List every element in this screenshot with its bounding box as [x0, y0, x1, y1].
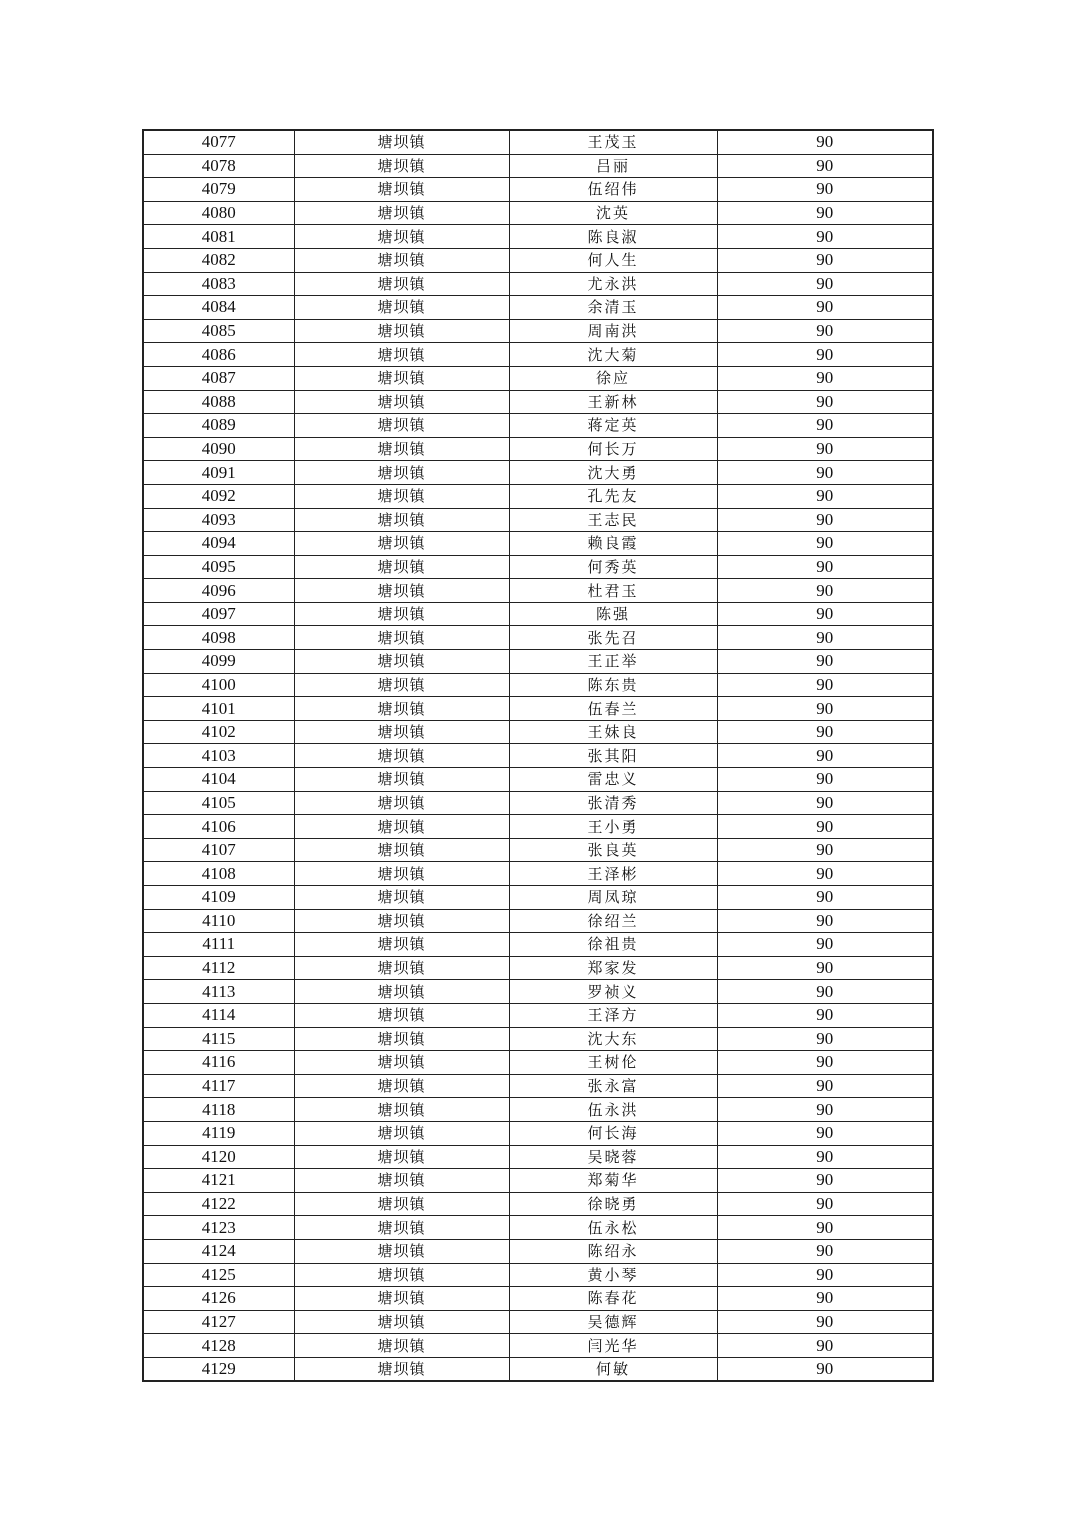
town-cell: 塘坝镇	[294, 130, 509, 154]
town-cell: 塘坝镇	[294, 768, 509, 792]
name-cell: 徐祖贵	[509, 933, 717, 957]
row-number-cell: 4126	[143, 1287, 294, 1311]
town-cell: 塘坝镇	[294, 1310, 509, 1334]
name-cell: 沈大东	[509, 1027, 717, 1051]
name-cell: 何人生	[509, 248, 717, 272]
table-row	[143, 248, 933, 272]
name-cell: 沈大菊	[509, 343, 717, 367]
table-row	[143, 815, 933, 839]
row-number-cell: 4100	[143, 673, 294, 697]
name-cell: 何长海	[509, 1121, 717, 1145]
name-cell: 何敏	[509, 1357, 717, 1381]
table-row	[143, 768, 933, 792]
name-cell: 张永富	[509, 1074, 717, 1098]
row-number-cell: 4120	[143, 1145, 294, 1169]
row-number-cell: 4094	[143, 532, 294, 556]
name-cell: 徐晓勇	[509, 1192, 717, 1216]
table-row	[143, 1192, 933, 1216]
name-cell: 王正举	[509, 650, 717, 674]
town-cell: 塘坝镇	[294, 626, 509, 650]
score-cell: 90	[717, 1310, 933, 1334]
score-cell: 90	[717, 886, 933, 910]
row-number-cell: 4098	[143, 626, 294, 650]
score-cell: 90	[717, 1121, 933, 1145]
table-row	[143, 532, 933, 556]
table-row	[143, 602, 933, 626]
name-cell: 吕丽	[509, 154, 717, 178]
row-number-cell: 4107	[143, 838, 294, 862]
name-cell: 伍春兰	[509, 697, 717, 721]
name-cell: 王新林	[509, 390, 717, 414]
score-cell: 90	[717, 956, 933, 980]
name-cell: 余清玉	[509, 296, 717, 320]
name-cell: 陈春花	[509, 1287, 717, 1311]
town-cell: 塘坝镇	[294, 225, 509, 249]
table-row	[143, 956, 933, 980]
row-number-cell: 4103	[143, 744, 294, 768]
town-cell: 塘坝镇	[294, 319, 509, 343]
row-number-cell: 4113	[143, 980, 294, 1004]
table-row	[143, 1121, 933, 1145]
score-cell: 90	[717, 1357, 933, 1381]
name-cell: 赖良霞	[509, 532, 717, 556]
town-cell: 塘坝镇	[294, 1145, 509, 1169]
town-cell: 塘坝镇	[294, 1051, 509, 1075]
name-cell: 孔先友	[509, 484, 717, 508]
score-cell: 90	[717, 626, 933, 650]
town-cell: 塘坝镇	[294, 461, 509, 485]
town-cell: 塘坝镇	[294, 933, 509, 957]
score-cell: 90	[717, 1074, 933, 1098]
name-cell: 雷忠义	[509, 768, 717, 792]
table-body	[143, 130, 933, 1381]
row-number-cell: 4093	[143, 508, 294, 532]
row-number-cell: 4079	[143, 178, 294, 202]
town-cell: 塘坝镇	[294, 414, 509, 438]
row-number-cell: 4081	[143, 225, 294, 249]
town-cell: 塘坝镇	[294, 1216, 509, 1240]
row-number-cell: 4123	[143, 1216, 294, 1240]
score-cell: 90	[717, 1098, 933, 1122]
table-row	[143, 933, 933, 957]
town-cell: 塘坝镇	[294, 909, 509, 933]
table-row	[143, 744, 933, 768]
town-cell: 塘坝镇	[294, 602, 509, 626]
table-row	[143, 626, 933, 650]
town-cell: 塘坝镇	[294, 437, 509, 461]
score-cell: 90	[717, 555, 933, 579]
table-row	[143, 886, 933, 910]
score-cell: 90	[717, 1051, 933, 1075]
score-cell: 90	[717, 1216, 933, 1240]
table-row	[143, 461, 933, 485]
table-row	[143, 555, 933, 579]
town-cell: 塘坝镇	[294, 720, 509, 744]
town-cell: 塘坝镇	[294, 296, 509, 320]
row-number-cell: 4085	[143, 319, 294, 343]
town-cell: 塘坝镇	[294, 390, 509, 414]
row-number-cell: 4089	[143, 414, 294, 438]
town-cell: 塘坝镇	[294, 1121, 509, 1145]
score-cell: 90	[717, 697, 933, 721]
name-cell: 周南洪	[509, 319, 717, 343]
row-number-cell: 4080	[143, 201, 294, 225]
name-cell: 王妹良	[509, 720, 717, 744]
score-cell: 90	[717, 319, 933, 343]
row-number-cell: 4115	[143, 1027, 294, 1051]
row-number-cell: 4111	[143, 933, 294, 957]
score-cell: 90	[717, 532, 933, 556]
row-number-cell: 4083	[143, 272, 294, 296]
name-cell: 沈英	[509, 201, 717, 225]
table-row	[143, 838, 933, 862]
name-cell: 郑家发	[509, 956, 717, 980]
row-number-cell: 4109	[143, 886, 294, 910]
score-cell: 90	[717, 1334, 933, 1358]
name-cell: 罗祯义	[509, 980, 717, 1004]
table-row	[143, 178, 933, 202]
table-row	[143, 508, 933, 532]
town-cell: 塘坝镇	[294, 1169, 509, 1193]
town-cell: 塘坝镇	[294, 579, 509, 603]
table-row	[143, 201, 933, 225]
town-cell: 塘坝镇	[294, 272, 509, 296]
row-number-cell: 4122	[143, 1192, 294, 1216]
score-cell: 90	[717, 602, 933, 626]
table-row	[143, 319, 933, 343]
town-cell: 塘坝镇	[294, 744, 509, 768]
row-number-cell: 4084	[143, 296, 294, 320]
score-cell: 90	[717, 178, 933, 202]
name-cell: 张其阳	[509, 744, 717, 768]
table-row	[143, 909, 933, 933]
town-cell: 塘坝镇	[294, 508, 509, 532]
name-cell: 张清秀	[509, 791, 717, 815]
town-cell: 塘坝镇	[294, 1003, 509, 1027]
name-cell: 陈绍永	[509, 1239, 717, 1263]
town-cell: 塘坝镇	[294, 484, 509, 508]
town-cell: 塘坝镇	[294, 1098, 509, 1122]
row-number-cell: 4078	[143, 154, 294, 178]
name-cell: 郑菊华	[509, 1169, 717, 1193]
table-row	[143, 154, 933, 178]
name-cell: 尤永洪	[509, 272, 717, 296]
score-cell: 90	[717, 1027, 933, 1051]
town-cell: 塘坝镇	[294, 697, 509, 721]
name-cell: 徐绍兰	[509, 909, 717, 933]
table-row	[143, 390, 933, 414]
town-cell: 塘坝镇	[294, 1334, 509, 1358]
score-cell: 90	[717, 744, 933, 768]
row-number-cell: 4124	[143, 1239, 294, 1263]
row-number-cell: 4091	[143, 461, 294, 485]
score-cell: 90	[717, 1003, 933, 1027]
score-cell: 90	[717, 1169, 933, 1193]
table-row	[143, 414, 933, 438]
town-cell: 塘坝镇	[294, 815, 509, 839]
town-cell: 塘坝镇	[294, 343, 509, 367]
name-cell: 闫光华	[509, 1334, 717, 1358]
town-cell: 塘坝镇	[294, 1239, 509, 1263]
row-number-cell: 4087	[143, 366, 294, 390]
table-row	[143, 1334, 933, 1358]
town-cell: 塘坝镇	[294, 956, 509, 980]
row-number-cell: 4106	[143, 815, 294, 839]
table-row	[143, 1098, 933, 1122]
town-cell: 塘坝镇	[294, 1263, 509, 1287]
row-number-cell: 4119	[143, 1121, 294, 1145]
name-cell: 周凤琼	[509, 886, 717, 910]
score-cell: 90	[717, 130, 933, 154]
score-cell: 90	[717, 1263, 933, 1287]
data-table	[142, 129, 934, 1382]
score-cell: 90	[717, 720, 933, 744]
name-cell: 吴晓蓉	[509, 1145, 717, 1169]
score-cell: 90	[717, 343, 933, 367]
score-cell: 90	[717, 673, 933, 697]
town-cell: 塘坝镇	[294, 838, 509, 862]
score-cell: 90	[717, 933, 933, 957]
score-cell: 90	[717, 272, 933, 296]
table-row	[143, 1216, 933, 1240]
table-row	[143, 225, 933, 249]
score-cell: 90	[717, 768, 933, 792]
name-cell: 黄小琴	[509, 1263, 717, 1287]
row-number-cell: 4112	[143, 956, 294, 980]
name-cell: 何秀英	[509, 555, 717, 579]
table-row	[143, 579, 933, 603]
score-cell: 90	[717, 225, 933, 249]
town-cell: 塘坝镇	[294, 1357, 509, 1381]
table-row	[143, 366, 933, 390]
table-row	[143, 720, 933, 744]
name-cell: 陈东贵	[509, 673, 717, 697]
row-number-cell: 4101	[143, 697, 294, 721]
table-row	[143, 1287, 933, 1311]
score-cell: 90	[717, 650, 933, 674]
name-cell: 王小勇	[509, 815, 717, 839]
score-cell: 90	[717, 791, 933, 815]
table-row	[143, 296, 933, 320]
row-number-cell: 4099	[143, 650, 294, 674]
score-cell: 90	[717, 248, 933, 272]
table-row	[143, 1239, 933, 1263]
score-cell: 90	[717, 296, 933, 320]
town-cell: 塘坝镇	[294, 673, 509, 697]
row-number-cell: 4095	[143, 555, 294, 579]
score-cell: 90	[717, 508, 933, 532]
score-cell: 90	[717, 461, 933, 485]
table-row	[143, 1357, 933, 1381]
name-cell: 张良英	[509, 838, 717, 862]
town-cell: 塘坝镇	[294, 1074, 509, 1098]
score-cell: 90	[717, 201, 933, 225]
table-row	[143, 1074, 933, 1098]
score-cell: 90	[717, 437, 933, 461]
row-number-cell: 4110	[143, 909, 294, 933]
row-number-cell: 4090	[143, 437, 294, 461]
name-cell: 王志民	[509, 508, 717, 532]
score-cell: 90	[717, 862, 933, 886]
name-cell: 陈良淑	[509, 225, 717, 249]
town-cell: 塘坝镇	[294, 201, 509, 225]
town-cell: 塘坝镇	[294, 555, 509, 579]
town-cell: 塘坝镇	[294, 980, 509, 1004]
name-cell: 伍永松	[509, 1216, 717, 1240]
table-row	[143, 1310, 933, 1334]
row-number-cell: 4117	[143, 1074, 294, 1098]
row-number-cell: 4116	[143, 1051, 294, 1075]
name-cell: 蒋定英	[509, 414, 717, 438]
table-row	[143, 862, 933, 886]
table-row	[143, 1169, 933, 1193]
table-row	[143, 130, 933, 154]
table-row	[143, 650, 933, 674]
table-row	[143, 272, 933, 296]
score-cell: 90	[717, 1145, 933, 1169]
row-number-cell: 4125	[143, 1263, 294, 1287]
score-cell: 90	[717, 909, 933, 933]
town-cell: 塘坝镇	[294, 154, 509, 178]
town-cell: 塘坝镇	[294, 532, 509, 556]
table-row	[143, 1027, 933, 1051]
name-cell: 吴德辉	[509, 1310, 717, 1334]
row-number-cell: 4077	[143, 130, 294, 154]
name-cell: 伍永洪	[509, 1098, 717, 1122]
name-cell: 王茂玉	[509, 130, 717, 154]
score-cell: 90	[717, 579, 933, 603]
table-row	[143, 791, 933, 815]
town-cell: 塘坝镇	[294, 1192, 509, 1216]
table-row	[143, 343, 933, 367]
town-cell: 塘坝镇	[294, 886, 509, 910]
row-number-cell: 4128	[143, 1334, 294, 1358]
row-number-cell: 4088	[143, 390, 294, 414]
score-cell: 90	[717, 980, 933, 1004]
row-number-cell: 4092	[143, 484, 294, 508]
name-cell: 杜君玉	[509, 579, 717, 603]
score-cell: 90	[717, 838, 933, 862]
name-cell: 沈大勇	[509, 461, 717, 485]
town-cell: 塘坝镇	[294, 862, 509, 886]
row-number-cell: 4127	[143, 1310, 294, 1334]
town-cell: 塘坝镇	[294, 1027, 509, 1051]
row-number-cell: 4105	[143, 791, 294, 815]
row-number-cell: 4118	[143, 1098, 294, 1122]
row-number-cell: 4104	[143, 768, 294, 792]
town-cell: 塘坝镇	[294, 366, 509, 390]
score-cell: 90	[717, 390, 933, 414]
town-cell: 塘坝镇	[294, 1287, 509, 1311]
name-cell: 何长万	[509, 437, 717, 461]
town-cell: 塘坝镇	[294, 178, 509, 202]
town-cell: 塘坝镇	[294, 248, 509, 272]
name-cell: 张先召	[509, 626, 717, 650]
score-cell: 90	[717, 1287, 933, 1311]
score-cell: 90	[717, 815, 933, 839]
score-cell: 90	[717, 484, 933, 508]
name-cell: 陈强	[509, 602, 717, 626]
table-row	[143, 1145, 933, 1169]
row-number-cell: 4114	[143, 1003, 294, 1027]
row-number-cell: 4086	[143, 343, 294, 367]
row-number-cell: 4121	[143, 1169, 294, 1193]
row-number-cell: 4102	[143, 720, 294, 744]
town-cell: 塘坝镇	[294, 650, 509, 674]
row-number-cell: 4082	[143, 248, 294, 272]
score-cell: 90	[717, 154, 933, 178]
table-row	[143, 1003, 933, 1027]
row-number-cell: 4108	[143, 862, 294, 886]
name-cell: 王泽彬	[509, 862, 717, 886]
table-row	[143, 673, 933, 697]
town-cell: 塘坝镇	[294, 791, 509, 815]
score-cell: 90	[717, 366, 933, 390]
row-number-cell: 4097	[143, 602, 294, 626]
table-row	[143, 1263, 933, 1287]
name-cell: 王泽方	[509, 1003, 717, 1027]
row-number-cell: 4129	[143, 1357, 294, 1381]
name-cell: 徐应	[509, 366, 717, 390]
table-row	[143, 437, 933, 461]
score-cell: 90	[717, 414, 933, 438]
table-row	[143, 484, 933, 508]
table-row	[143, 980, 933, 1004]
row-number-cell: 4096	[143, 579, 294, 603]
name-cell: 王树伦	[509, 1051, 717, 1075]
score-cell: 90	[717, 1239, 933, 1263]
score-cell: 90	[717, 1192, 933, 1216]
table-row	[143, 1051, 933, 1075]
table-row	[143, 697, 933, 721]
name-cell: 伍绍伟	[509, 178, 717, 202]
